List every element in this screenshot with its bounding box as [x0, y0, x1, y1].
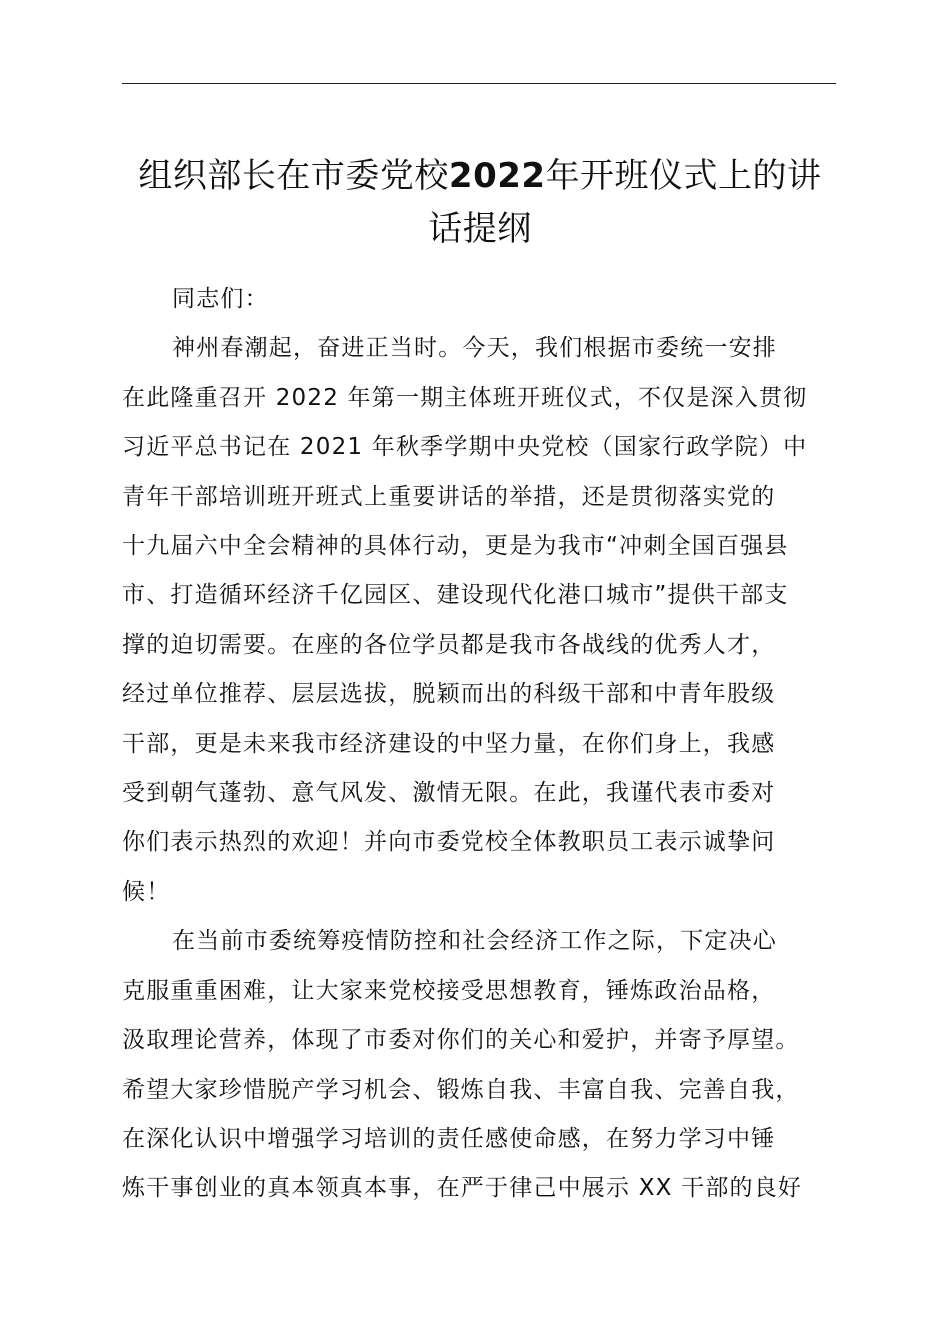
salutation: 同志们：	[172, 286, 269, 312]
paragraph-line: 习近平总书记在 2021 年秋季学期中央党校（国家行政学院）中	[122, 434, 808, 461]
title-year: 2022	[448, 156, 546, 196]
paragraph-line: 希望大家珍惜脱产学习机会、锻炼自我、丰富自我、完善自我，	[122, 1076, 800, 1103]
paragraph-line: 在当前市委统筹疫情防控和社会经济工作之际，下定决心	[172, 928, 777, 955]
paragraph-line: 炼干事创业的真本领真本事，在严于律己中展示 XX 干部的良好	[122, 1175, 803, 1202]
paragraph-line: 你们表示热烈的欢迎！并向市委党校全体教职员工表示诚挚问	[122, 829, 776, 856]
paragraph-line: 克服重重困难，让大家来党校接受思想教育，锤炼政治品格，	[122, 977, 776, 1004]
paragraph-line: 神州春潮起，奋进正当时。今天，我们根据市委统一安排	[172, 335, 777, 362]
paragraph-line: 撑的迫切需要。在座的各位学员都是我市各战线的优秀人才，	[122, 631, 776, 658]
paragraph-line: 候！	[122, 878, 171, 905]
title-line-2: 话提纲	[428, 209, 532, 249]
paragraph-line: 在深化认识中增强学习培训的责任感使命感，在努力学习中锤	[122, 1125, 776, 1152]
paragraph-line: 经过单位推荐、层层选拔，脱颖而出的科级干部和中青年股级	[122, 681, 776, 708]
paragraph-line: 受到朝气蓬勃、意气风发、激情无限。在此，我谨代表市委对	[122, 780, 776, 807]
paragraph-line: 市、打造循环经济千亿园区、建设现代化港口城市”提供干部支	[122, 582, 789, 609]
paragraph-line: 在此隆重召开 2022 年第一期主体班开班仪式，不仅是深入贯彻	[122, 384, 808, 411]
paragraph-line: 干部，更是未来我市经济建设的中坚力量，在你们身上，我感	[122, 730, 776, 757]
paragraph-2	[122, 917, 862, 1213]
paragraph-line: 汲取理论营养，体现了市委对你们的关心和爱护，并寄予厚望。	[122, 1027, 800, 1054]
paragraph-1	[122, 324, 862, 917]
header-rule	[122, 83, 836, 84]
document-title	[100, 150, 860, 256]
title-line-1: 组织部长在市委党校2022年开班仪式上的讲	[138, 156, 822, 196]
document-body	[122, 275, 862, 1214]
paragraph-line: 十九届六中全会精神的具体行动，更是为我市“冲刺全国百强县	[122, 533, 789, 560]
paragraph-line: 青年干部培训班开班式上重要讲话的举措，还是贯彻落实党的	[122, 483, 776, 510]
